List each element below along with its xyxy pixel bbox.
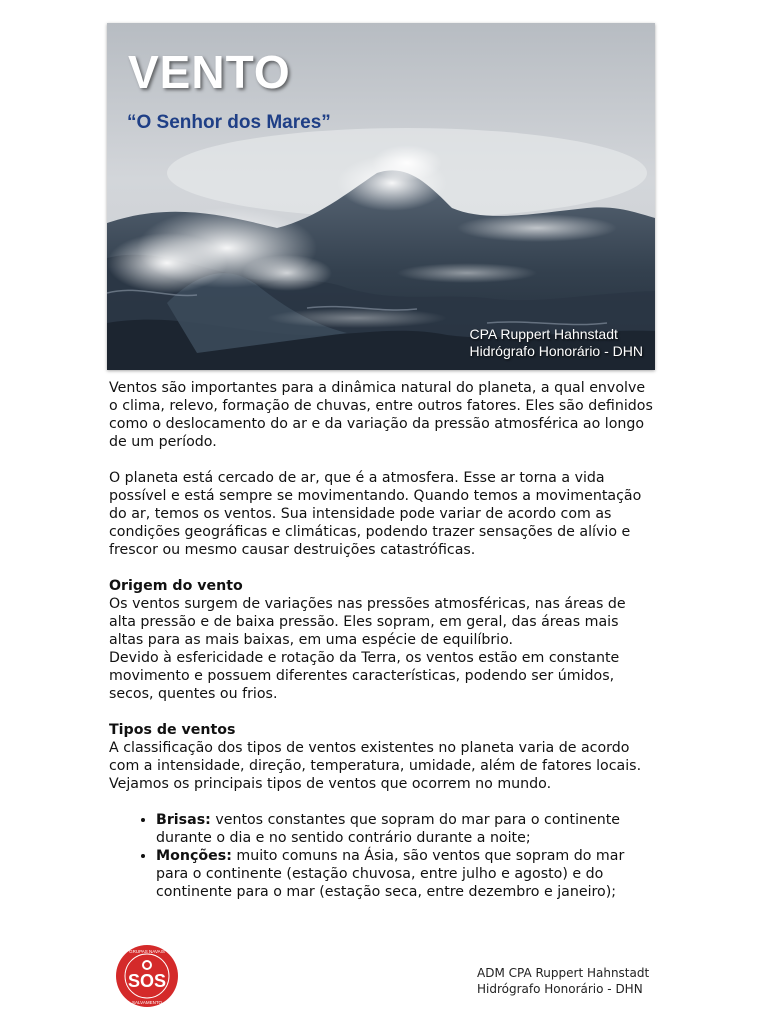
article-body [109,379,654,901]
page-subtitle: “O Senhor dos Mares” [127,112,331,133]
logo-ring-bottom: SALVAMENTO [131,1000,163,1005]
footer [477,965,649,997]
list-item-desc: muito comuns na Ásia, são ventos que sopram do mar para o continente (estação chuvosa, entre julho e agosto) e do continente para o mar (estação seca, entre dezembro e janeiro); [156,848,625,900]
credit-line-2: Hidrógrafo Honorário - DHN [469,343,643,359]
list-item [156,847,654,901]
footer-line-1: ADM CPA Ruppert Hahnstadt [477,966,650,980]
list-item-term: Brisas: [156,812,211,828]
section-heading-origem: Origem do vento [109,578,243,594]
origem-text-2: Devido à esfericidade e rotação da Terra, os ventos estão em constante movimento e possuem diferentes características, podendo ser úmidos, secos, quentes ou frios. [109,650,620,702]
hero-banner [107,23,655,370]
origem-text-1: Os ventos surgem de variações nas pressões atmosféricas, nas áreas de alta pressão e de baixa pressão. Eles sopram, em geral, das áreas mais altas para as mais baixas, em uma espécie de equilíbrio. [109,596,626,648]
footer-line-2: Hidrógrafo Honorário - DHN [477,982,643,996]
logo-ring-top: GRUPAS NAVAIS [129,949,165,954]
wind-types-list [109,811,654,901]
credit-line-1: CPA Ruppert Hahnstadt [469,326,618,342]
list-item-desc: ventos constantes que sopram do mar para o continente durante o dia e no sentido contrário durante a noite; [156,812,621,846]
list-item [156,811,654,847]
intro-paragraph: Ventos são importantes para a dinâmica natural do planeta, a qual envolve o clima, relevo, formação de chuvas, entre outros fatores. Eles são definidos como o deslocamento do ar e da variação da pressão atmosférica ao longo de um período. [109,380,653,450]
tipos-text: A classificação dos tipos de ventos existentes no planeta varia de acordo com a intensidade, direção, temperatura, umidade, além de fatores locais. Vejamos os principais tipos de ventos que ocorrem no mundo. [109,740,642,792]
image-credit [469,326,643,360]
section-heading-tipos: Tipos de ventos [109,722,236,738]
list-item-term: Monções: [156,848,232,864]
page-title: VENTO [128,46,291,98]
atmosphere-paragraph: O planeta está cercado de ar, que é a atmosfera. Esse ar torna a vida possível e está sempre se movimentando. Quando temos a movimentação do ar, temos os ventos. Sua intensidade pode variar de acordo com as condições geográficas e climáticas, podendo trazer sensações de alívio e frescor ou mesmo causar destruições catastróficas. [109,470,642,558]
sos-logo [112,944,182,1008]
logo-text: SOS [127,971,167,991]
